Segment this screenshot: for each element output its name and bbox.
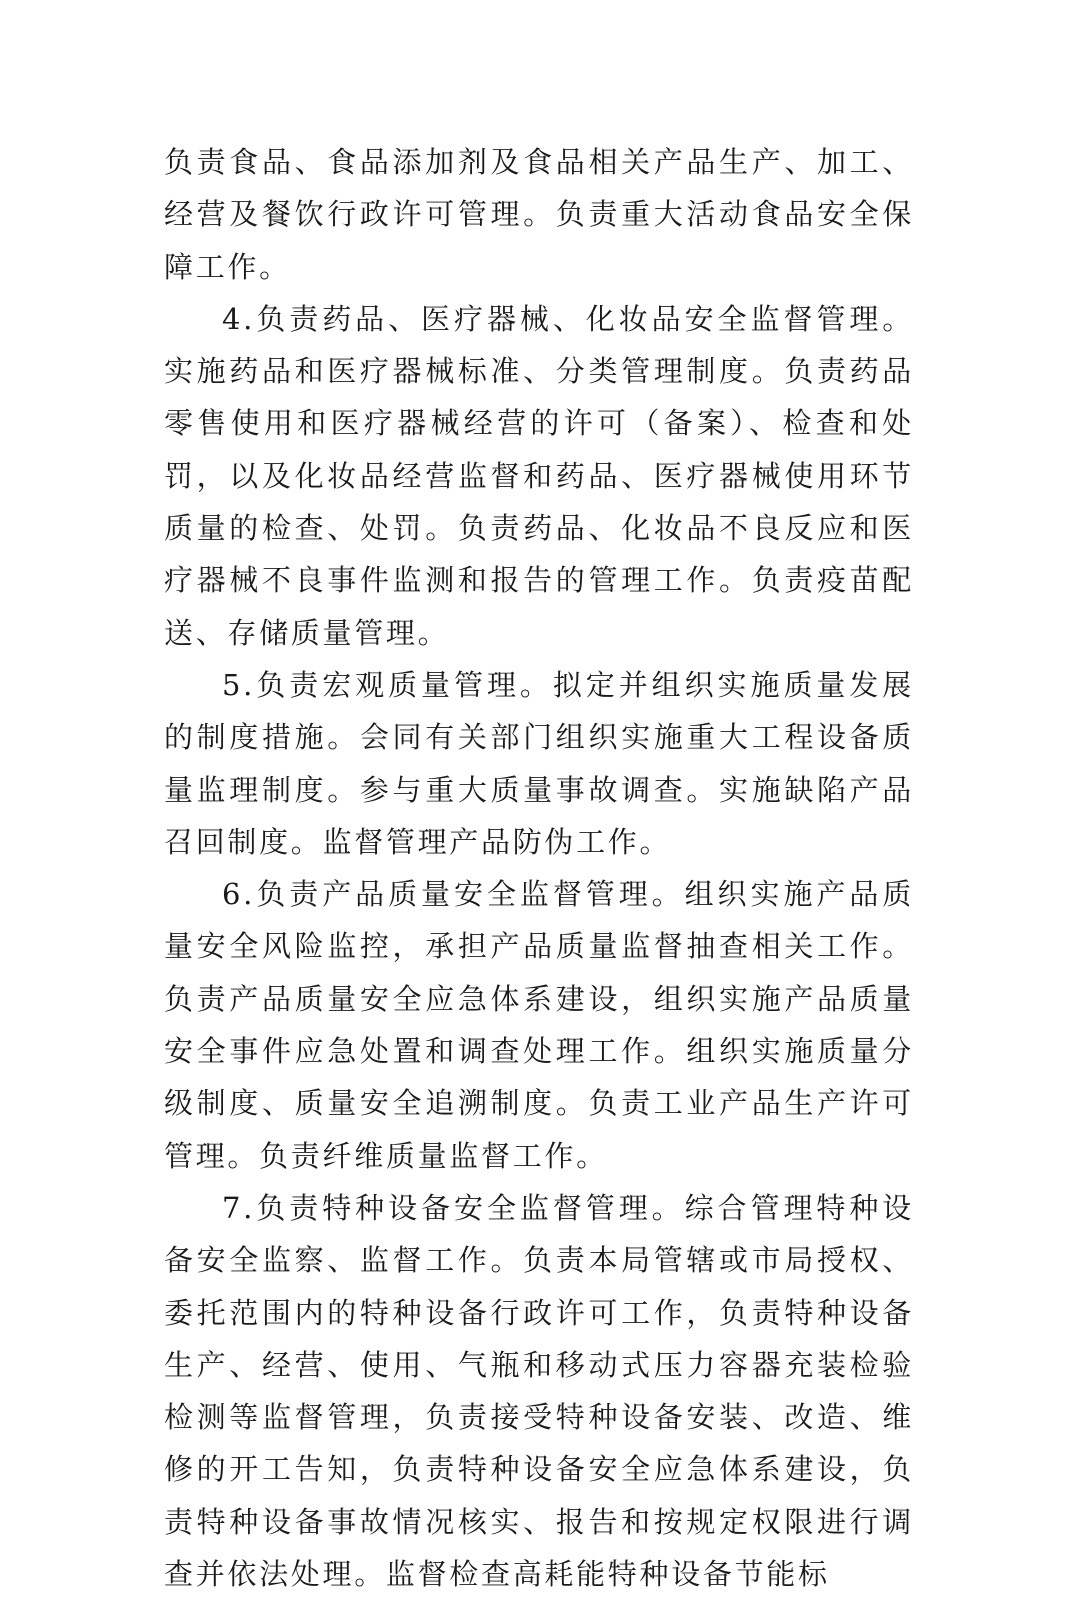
paragraph-item-4-drugs: 4.负责药品、医疗器械、化妆品安全监督管理。实施药品和医疗器械标准、分类管理制度。负责药品零售使用和医疗器械经营的许可（备案）、检查和处罚，以及化妆品经营监督和药品、医疗器械使用环节质量的检查、处罚。负责药品、化妆品不良反应和医疗器械不良事件监测和报告的管理工作。负责疫苗配送、存储质量管理。 [164, 301, 914, 650]
document-body [164, 136, 914, 1600]
paragraph-food-licensing: 负责食品、食品添加剂及食品相关产品生产、加工、经营及餐饮行政许可管理。负责重大活动食品安全保障工作。 [164, 145, 914, 284]
paragraph-item-5-quality: 5.负责宏观质量管理。拟定并组织实施质量发展的制度措施。会同有关部门组织实施重大工程设备质量监理制度。参与重大质量事故调查。实施缺陷产品召回制度。监督管理产品防伪工作。 [164, 667, 914, 859]
paragraph-item-6-product-safety: 6.负责产品质量安全监督管理。组织实施产品质量安全风险监控，承担产品质量监督抽查相关工作。负责产品质量安全应急体系建设，组织实施产品质量安全事件应急处置和调查处理工作。组织实施质量分级制度、质量安全追溯制度。负责工业产品生产许可管理。负责纤维质量监督工作。 [164, 877, 914, 1173]
paragraph-item-7-special-equipment: 7.负责特种设备安全监督管理。综合管理特种设备安全监察、监督工作。负责本局管辖或市局授权、委托范围内的特种设备行政许可工作，负责特种设备生产、经营、使用、气瓶和移动式压力容器充装检验检测等监督管理，负责接受特种设备安装、改造、维修的开工告知，负责特种设备安全应急体系建设，负责特种设备事故情况核实、报告和按规定权限进行调查并依法处理。监督检查高耗能特种设备节能标 [164, 1190, 914, 1592]
